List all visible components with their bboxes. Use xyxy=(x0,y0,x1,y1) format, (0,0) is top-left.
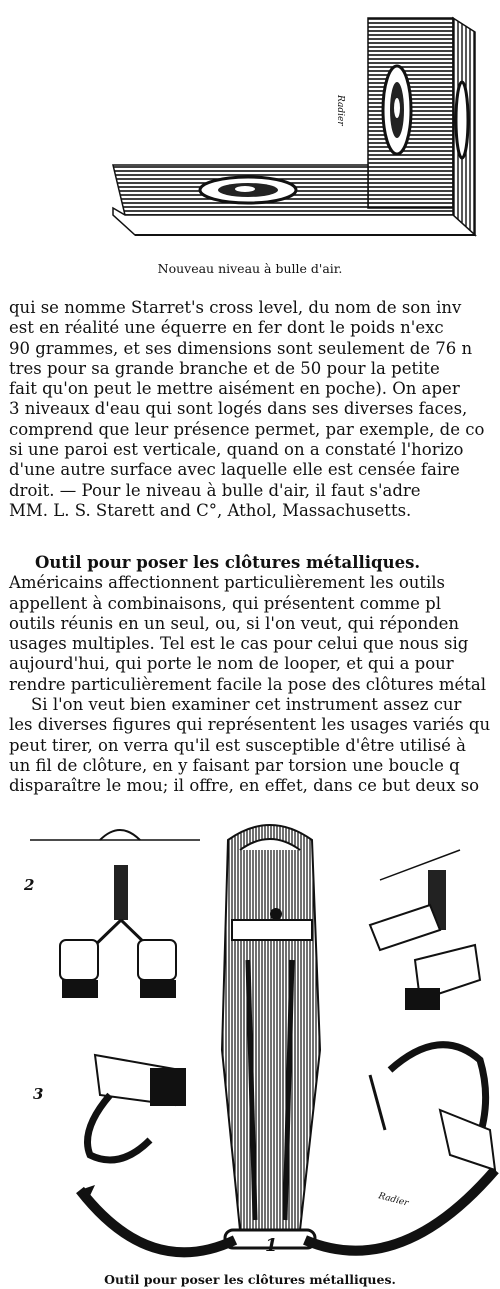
text-line: si une paroi est verticale, quand on a constaté l'horizo xyxy=(9,440,464,460)
figure2-caption: Outil pour poser les clôtures métalliques. xyxy=(104,1272,396,1287)
looper-tool-illustration xyxy=(0,810,500,1260)
text-line: Si l'on veut bien examiner cet instrument assez cur xyxy=(31,695,462,715)
figure-label-2: 2 xyxy=(24,876,35,894)
text-line: les diverses figures qui représentent les usages variés qu xyxy=(9,715,491,735)
text-line: est en réalité une équerre en fer dont le poids n'exc xyxy=(9,318,444,338)
paragraph-1 xyxy=(9,298,500,521)
text-line: MM. L. S. Starett and C°, Athol, Massachusetts. xyxy=(9,500,412,520)
text-line: qui se nomme Starret's cross level, du nom de son inv xyxy=(9,298,462,317)
text-line: Américains affectionnent particulièrement les outils xyxy=(9,573,446,593)
text-line: outils réunis en un seul, ou, si l'on veut, qui réponden xyxy=(9,613,460,633)
text-line: tres pour sa grande branche et de 50 pour la petite xyxy=(9,358,440,378)
figure1-caption: Nouveau niveau à bulle d'air. xyxy=(157,261,343,276)
figure2-signature: Radier xyxy=(377,1191,410,1209)
text-line: 3 niveaux d'eau qui sont logés dans ses diverses faces, xyxy=(9,399,468,419)
text-line: d'une autre surface avec laquelle elle est censée faire xyxy=(9,460,460,480)
level-illustration xyxy=(105,10,485,245)
text-line: usages multiples. Tel est le cas pour celui que nous sig xyxy=(9,634,469,654)
text-line: appellent à combinaisons, qui présentent comme pl xyxy=(9,593,442,613)
text-line: disparaître le mou; il offre, en effet, dans ce but deux so xyxy=(9,776,480,796)
text-line: aujourd'hui, qui porte le nom de looper, et qui a pour xyxy=(9,654,454,674)
text-line: 90 grammes, et ses dimensions sont seulement de 76 n xyxy=(9,338,473,358)
figure-label-3: 3 xyxy=(33,1085,44,1103)
text-line: peut tirer, on verra qu'il est susceptible d'être utilisé à xyxy=(9,735,467,755)
figure1-signature: Radier xyxy=(335,95,345,126)
text-line: comprend que leur présence permet, par exemple, de co xyxy=(9,419,485,439)
section-heading: Outil pour poser les clôtures métalliques. xyxy=(35,553,421,572)
text-line: droit. — Pour le niveau à bulle d'air, il faut s'adre xyxy=(9,480,421,500)
text-line: un fil de clôture, en y faisant par torsion une boucle q xyxy=(9,755,460,775)
figure-label-1: 1 xyxy=(265,1235,278,1256)
text-line: rendre particulièrement facile la pose des clôtures métal xyxy=(9,674,487,694)
text-line: fait qu'on peut le mettre aisément en poche). On aper xyxy=(9,379,460,399)
section-2 xyxy=(9,553,500,797)
